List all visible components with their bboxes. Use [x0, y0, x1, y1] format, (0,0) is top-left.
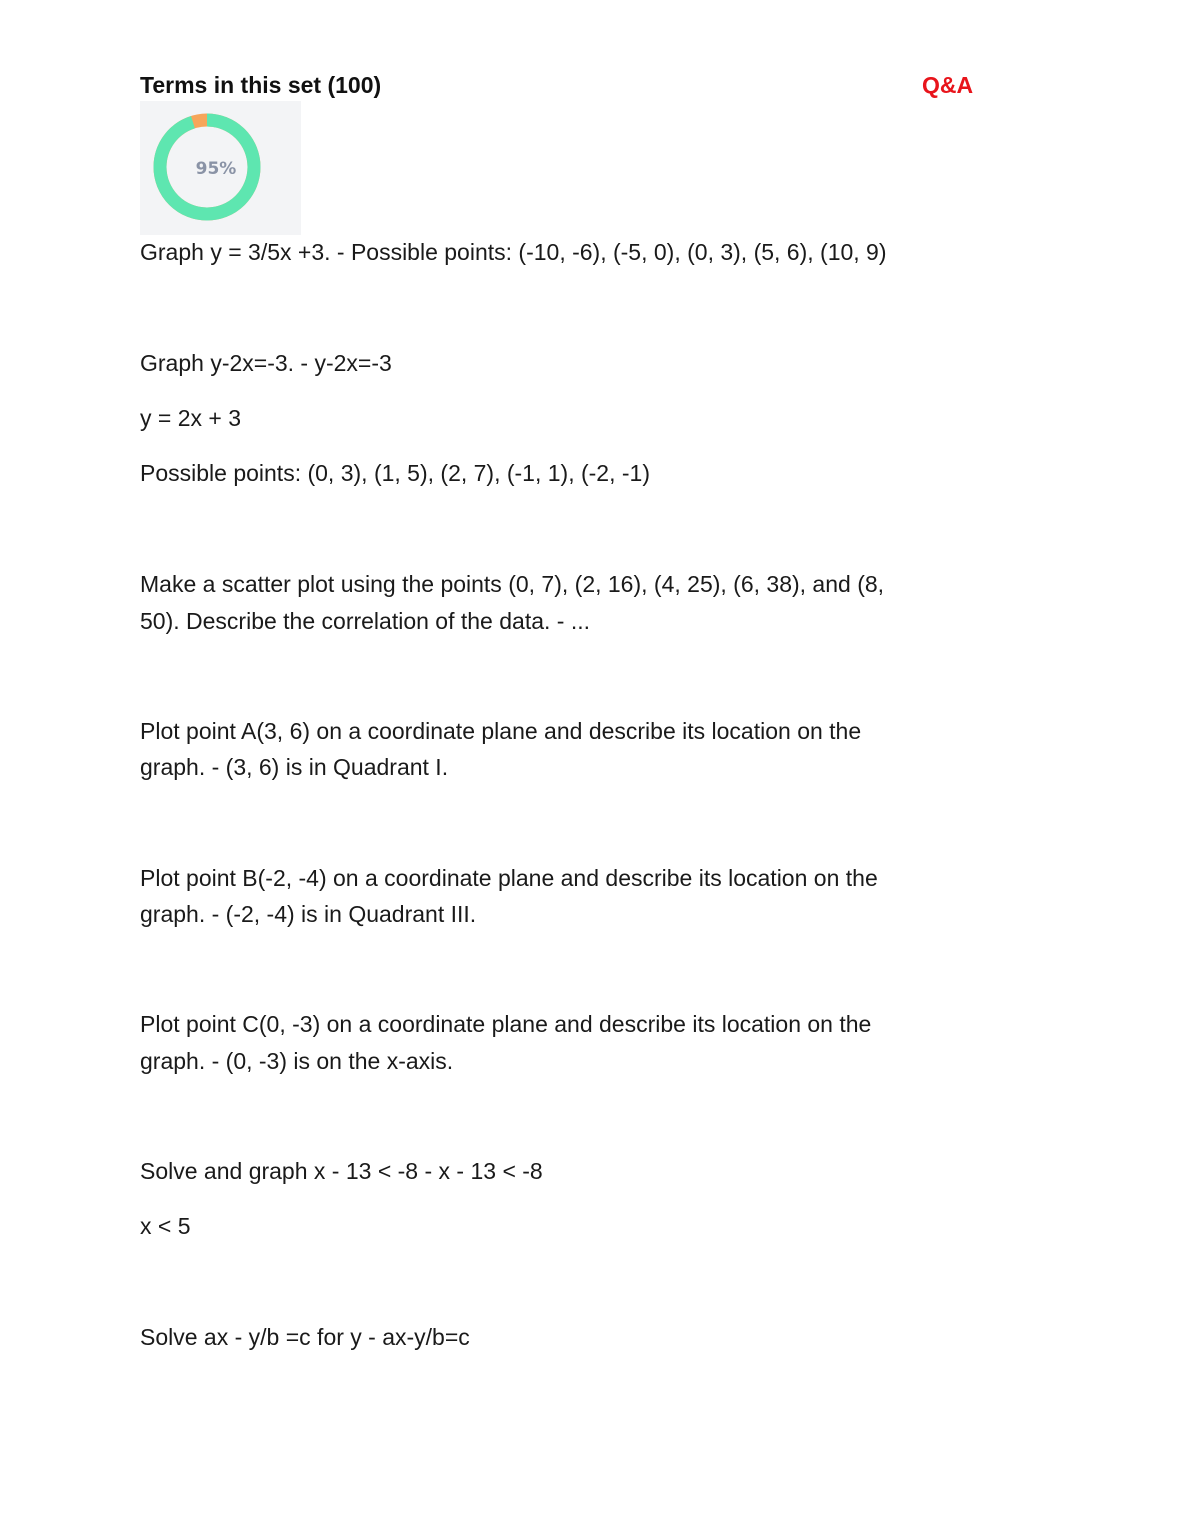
- term-2-line-1: Graph y-2x=-3. - y-2x=-3: [140, 350, 392, 376]
- term-2-line-2: y = 2x + 3: [140, 405, 242, 431]
- term-7-line-1: Solve and graph x - 13 < -8 - x - 13 < -8: [140, 1158, 543, 1184]
- term-8-line-1: Solve ax - y/b =c for y - ax-y/b=c: [140, 1324, 470, 1350]
- term-5-line-2: graph. - (-2, -4) is in Quadrant III.: [140, 901, 477, 927]
- progress-ring: [140, 101, 301, 235]
- qa-badge: Q&A: [922, 72, 974, 98]
- term-3-line-1: Make a scatter plot using the points (0, 7), (2, 16), (4, 25), (6, 38), and (8,: [140, 571, 885, 597]
- progress-label: 95%: [195, 159, 237, 179]
- term-3-line-2: 50). Describe the correlation of the data. - ...: [140, 608, 591, 634]
- term-1-line-1: Graph y = 3/5x +3. - Possible points: (-10, -6), (-5, 0), (0, 3), (5, 6), (10, 9): [140, 239, 887, 265]
- term-2-line-3: Possible points: (0, 3), (1, 5), (2, 7), (-1, 1), (-2, -1): [140, 460, 650, 486]
- term-4-line-2: graph. - (3, 6) is in Quadrant I.: [140, 754, 449, 780]
- term-5-line-1: Plot point B(-2, -4) on a coordinate plane and describe its location on the: [140, 865, 878, 891]
- term-4-line-1: Plot point A(3, 6) on a coordinate plane and describe its location on the: [140, 718, 862, 744]
- set-title: Terms in this set (100): [140, 72, 382, 98]
- term-6-line-1: Plot point C(0, -3) on a coordinate plane and describe its location on the: [140, 1011, 872, 1037]
- term-6-line-2: graph. - (0, -3) is on the x-axis.: [140, 1048, 454, 1074]
- term-7-line-2: x < 5: [140, 1213, 191, 1239]
- progress-ring-card: [140, 101, 301, 235]
